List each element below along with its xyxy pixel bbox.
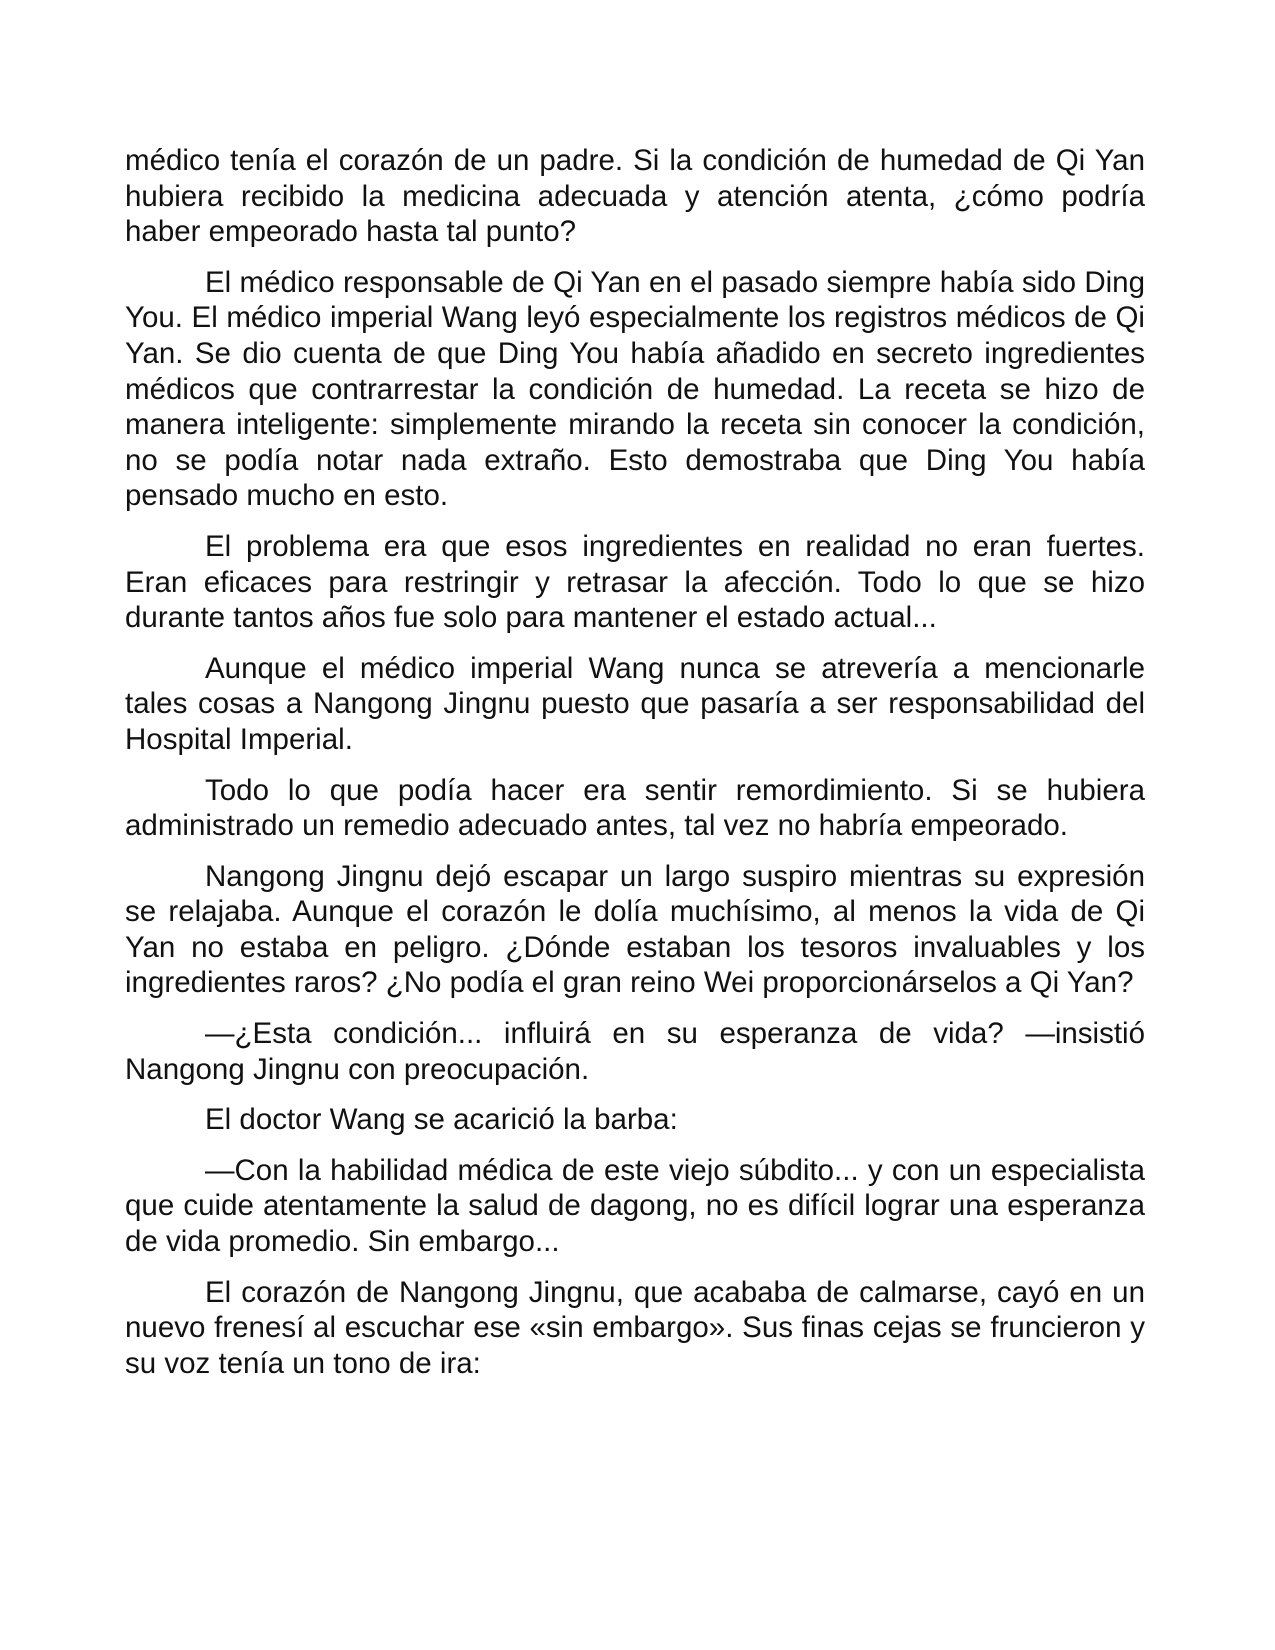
paragraph: —Con la habilidad médica de este viejo súbdito... y con un especialista que cuide atentamente la salud de dagong, no es difícil lograr una esperanza de vida promedio. Sin embargo... — [125, 1153, 1145, 1259]
paragraph: El corazón de Nangong Jingnu, que acababa de calmarse, cayó en un nuevo frenesí al escuchar ese «sin embargo». Sus finas cejas se fruncieron y su voz tenía un tono de ira: — [125, 1275, 1145, 1380]
paragraph: El problema era que esos ingredientes en realidad no eran fuertes. Eran eficaces para restringir y retrasar la afección. Todo lo que se hizo durante tantos años fue solo para mantener el estado actual... — [125, 529, 1145, 635]
paragraph: Aunque el médico imperial Wang nunca se atrevería a mencionarle tales cosas a Nangong Jingnu puesto que pasaría a ser responsabilidad del Hospital Imperial. — [125, 651, 1145, 756]
paragraph: El doctor Wang se acarició la barba: — [205, 1103, 678, 1137]
paragraph: El médico responsable de Qi Yan en el pasado siempre había sido Ding You. El médico imperial Wang leyó especialmente los registros médicos de Qi Yan. Se dio cuenta de que Ding You había añadido en secreto ingredientes médicos que contrarrestar la condición de humedad. La receta se hizo de manera inteligente: simplemente mirando la receta sin conocer la condición, no se podía notar nada extraño. Esto demostraba que Ding You había pensado mucho en esto. — [125, 265, 1145, 513]
paragraph: Nangong Jingnu dejó escapar un largo suspiro mientras su expresión se relajaba. Aunque el corazón le dolía muchísimo, al menos la vida de Qi Yan no estaba en peligro. ¿Dónde estaban los tesoros invaluables y los ingredientes raros? ¿No podía el gran reino Wei proporcionárselos a Qi Yan? — [125, 859, 1145, 1000]
document-page — [125, 143, 1145, 1396]
paragraph: médico tenía el corazón de un padre. Si la condición de humedad de Qi Yan hubiera recibido la medicina adecuada y atención atenta, ¿cómo podría haber empeorado hasta tal punto? — [125, 144, 1145, 249]
paragraph: —¿Esta condición... influirá en su esperanza de vida? —insistió Nangong Jingnu con preocupación. — [125, 1017, 1145, 1086]
paragraph: Todo lo que podía hacer era sentir remordimiento. Si se hubiera administrado un remedio adecuado antes, tal vez no habría empeorado. — [125, 773, 1145, 843]
